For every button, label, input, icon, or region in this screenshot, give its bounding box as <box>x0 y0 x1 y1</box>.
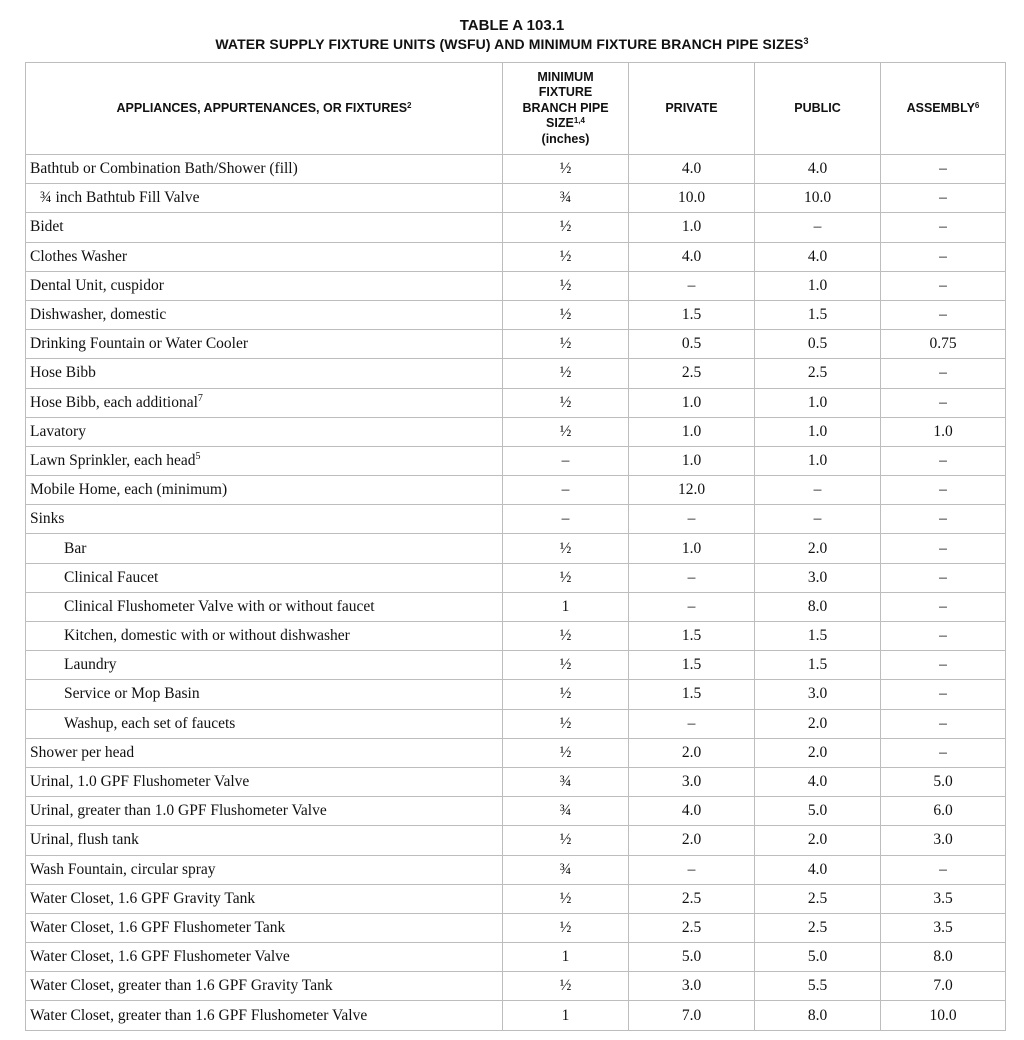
fixture-name-cell <box>26 651 503 680</box>
table-title-footnote: 3 <box>803 36 809 46</box>
assembly-cell: – <box>881 155 1006 184</box>
public-cell: 4.0 <box>755 242 881 271</box>
private-cell: 3.0 <box>629 767 755 796</box>
assembly-cell: – <box>881 242 1006 271</box>
size-cell: ½ <box>503 651 629 680</box>
table-row <box>26 738 1006 767</box>
assembly-cell: – <box>881 505 1006 534</box>
public-cell: 0.5 <box>755 330 881 359</box>
table-row <box>26 563 1006 592</box>
assembly-cell: – <box>881 563 1006 592</box>
public-cell: 1.5 <box>755 651 881 680</box>
assembly-cell: 3.0 <box>881 826 1006 855</box>
header-fixture <box>26 63 503 155</box>
size-cell: – <box>503 446 629 475</box>
fixture-footnote: 7 <box>197 392 203 404</box>
public-cell: 4.0 <box>755 855 881 884</box>
private-cell: 2.0 <box>629 738 755 767</box>
table-row <box>26 330 1006 359</box>
public-cell: 2.5 <box>755 359 881 388</box>
fixture-name-cell <box>26 359 503 388</box>
size-cell: ½ <box>503 330 629 359</box>
table-row <box>26 651 1006 680</box>
private-cell: 1.0 <box>629 446 755 475</box>
size-cell: ½ <box>503 913 629 942</box>
fixture-name-cell <box>26 826 503 855</box>
assembly-cell: 3.5 <box>881 913 1006 942</box>
size-cell: ½ <box>503 359 629 388</box>
assembly-cell: – <box>881 534 1006 563</box>
table-caption <box>0 16 1024 54</box>
public-cell: 8.0 <box>755 1001 881 1030</box>
size-cell: ½ <box>503 738 629 767</box>
fixture-name: Lawn Sprinkler, each head <box>30 451 196 469</box>
fixture-name-cell <box>26 563 503 592</box>
fixture-name-cell <box>26 767 503 796</box>
assembly-cell: – <box>881 184 1006 213</box>
header-pipe-size-footnote: 1,4 <box>573 116 585 126</box>
public-cell: 1.5 <box>755 300 881 329</box>
fixture-name: Wash Fountain, circular spray <box>30 860 216 878</box>
size-cell: ¾ <box>503 797 629 826</box>
header-pipe-size <box>503 63 629 155</box>
fixture-name-cell <box>26 476 503 505</box>
size-cell: – <box>503 505 629 534</box>
table-title <box>0 35 1024 54</box>
assembly-cell: – <box>881 738 1006 767</box>
public-cell: 5.0 <box>755 797 881 826</box>
table-row <box>26 680 1006 709</box>
size-cell: 1 <box>503 1001 629 1030</box>
private-cell: – <box>629 592 755 621</box>
assembly-cell: – <box>881 271 1006 300</box>
header-fixture-label: APPLIANCES, APPURTENANCES, OR FIXTURES <box>116 100 408 115</box>
fixture-name-cell <box>26 592 503 621</box>
table-row <box>26 417 1006 446</box>
table-body <box>26 155 1006 1031</box>
fixture-name-cell <box>26 446 503 475</box>
fixture-name: Clothes Washer <box>30 247 128 265</box>
header-assembly <box>881 63 1006 155</box>
fixture-name: Laundry <box>64 656 117 674</box>
public-cell: 2.0 <box>755 826 881 855</box>
fixture-name-cell <box>26 709 503 738</box>
fixture-name-cell <box>26 213 503 242</box>
fixture-name: Water Closet, 1.6 GPF Gravity Tank <box>30 889 256 907</box>
private-cell: – <box>629 505 755 534</box>
table-row <box>26 300 1006 329</box>
private-cell: 4.0 <box>629 242 755 271</box>
table-row <box>26 184 1006 213</box>
table-row <box>26 505 1006 534</box>
table-row <box>26 826 1006 855</box>
assembly-cell: 6.0 <box>881 797 1006 826</box>
table-number: TABLE A 103.1 <box>459 17 565 34</box>
fixture-footnote: 5 <box>195 450 201 462</box>
assembly-cell: – <box>881 388 1006 417</box>
header-pipe-size-line2: FIXTURE <box>538 85 593 100</box>
assembly-cell: – <box>881 680 1006 709</box>
assembly-cell: – <box>881 300 1006 329</box>
fixture-name: Sinks <box>30 510 65 528</box>
header-pipe-size-line3: BRANCH PIPE <box>522 100 609 115</box>
header-row <box>26 63 1006 155</box>
table-row <box>26 388 1006 417</box>
private-cell: 1.0 <box>629 388 755 417</box>
size-cell: 1 <box>503 943 629 972</box>
fixture-name: Hose Bibb, each additional <box>30 393 198 411</box>
public-cell: 3.0 <box>755 563 881 592</box>
assembly-cell: 3.5 <box>881 884 1006 913</box>
private-cell: 2.5 <box>629 884 755 913</box>
private-cell: 2.0 <box>629 826 755 855</box>
assembly-cell: – <box>881 213 1006 242</box>
fixture-name-cell <box>26 913 503 942</box>
header-assembly-footnote: 6 <box>974 100 980 110</box>
public-cell: 5.0 <box>755 943 881 972</box>
fixture-name-cell <box>26 155 503 184</box>
size-cell: 1 <box>503 592 629 621</box>
public-cell: 8.0 <box>755 592 881 621</box>
fixture-name: Service or Mop Basin <box>64 685 200 703</box>
size-cell: ½ <box>503 534 629 563</box>
fixture-name: Lavatory <box>30 422 86 440</box>
fixture-name-cell <box>26 534 503 563</box>
assembly-cell: 7.0 <box>881 972 1006 1001</box>
fixture-name: Water Closet, 1.6 GPF Flushometer Tank <box>30 918 286 936</box>
size-cell: ½ <box>503 680 629 709</box>
size-cell: ½ <box>503 972 629 1001</box>
table-row <box>26 943 1006 972</box>
table-row <box>26 972 1006 1001</box>
private-cell: 0.5 <box>629 330 755 359</box>
fixture-name: Dishwasher, domestic <box>30 306 167 324</box>
public-cell: 1.0 <box>755 446 881 475</box>
private-cell: 3.0 <box>629 972 755 1001</box>
fixture-name-cell <box>26 680 503 709</box>
fixture-name-cell <box>26 388 503 417</box>
public-cell: 2.5 <box>755 884 881 913</box>
private-cell: – <box>629 709 755 738</box>
private-cell: 4.0 <box>629 797 755 826</box>
public-cell: 4.0 <box>755 767 881 796</box>
public-cell: 3.0 <box>755 680 881 709</box>
fixture-name: Shower per head <box>30 743 135 761</box>
public-cell: – <box>755 213 881 242</box>
private-cell: – <box>629 271 755 300</box>
assembly-cell: 10.0 <box>881 1001 1006 1030</box>
assembly-cell: – <box>881 592 1006 621</box>
header-private <box>629 63 755 155</box>
table-row <box>26 155 1006 184</box>
fixture-name-cell <box>26 417 503 446</box>
private-cell: 2.5 <box>629 359 755 388</box>
fixture-name-cell <box>26 184 503 213</box>
fixture-name: Bidet <box>30 218 64 236</box>
header-pipe-size-line1: MINIMUM <box>537 69 594 84</box>
public-cell: 1.0 <box>755 271 881 300</box>
size-cell: ¾ <box>503 184 629 213</box>
private-cell: 1.0 <box>629 417 755 446</box>
private-cell: 10.0 <box>629 184 755 213</box>
private-cell: 5.0 <box>629 943 755 972</box>
table-row <box>26 1001 1006 1030</box>
public-cell: – <box>755 505 881 534</box>
private-cell: – <box>629 563 755 592</box>
fixture-units-table <box>25 62 1006 1031</box>
fixture-name: ¾ inch Bathtub Fill Valve <box>40 189 200 207</box>
public-cell: 1.0 <box>755 388 881 417</box>
private-cell: 1.5 <box>629 300 755 329</box>
size-cell: ½ <box>503 271 629 300</box>
public-cell: 2.0 <box>755 534 881 563</box>
assembly-cell: – <box>881 476 1006 505</box>
fixture-name-cell <box>26 300 503 329</box>
fixture-name: Water Closet, greater than 1.6 GPF Gravity Tank <box>30 977 333 995</box>
size-cell: ½ <box>503 388 629 417</box>
public-cell: 2.0 <box>755 738 881 767</box>
fixture-name: Clinical Faucet <box>64 568 159 586</box>
size-cell: ½ <box>503 622 629 651</box>
table-row <box>26 913 1006 942</box>
table-row <box>26 476 1006 505</box>
fixture-name: Bar <box>64 539 87 557</box>
size-cell: ½ <box>503 242 629 271</box>
table-row <box>26 534 1006 563</box>
public-cell: 2.5 <box>755 913 881 942</box>
header-public <box>755 63 881 155</box>
header-pipe-size-line5: (inches) <box>541 131 590 146</box>
table-row <box>26 884 1006 913</box>
assembly-cell: – <box>881 651 1006 680</box>
private-cell: 1.5 <box>629 622 755 651</box>
size-cell: ½ <box>503 417 629 446</box>
table-row <box>26 213 1006 242</box>
fixture-name-cell <box>26 242 503 271</box>
size-cell: ½ <box>503 213 629 242</box>
size-cell: ½ <box>503 300 629 329</box>
fixture-name-cell <box>26 797 503 826</box>
assembly-cell: – <box>881 855 1006 884</box>
size-cell: ½ <box>503 563 629 592</box>
size-cell: ¾ <box>503 767 629 796</box>
table-row <box>26 767 1006 796</box>
size-cell: – <box>503 476 629 505</box>
fixture-name: Drinking Fountain or Water Cooler <box>30 335 249 353</box>
assembly-cell: – <box>881 446 1006 475</box>
table-row <box>26 446 1006 475</box>
private-cell: 1.5 <box>629 651 755 680</box>
fixture-name-cell <box>26 855 503 884</box>
assembly-cell: – <box>881 709 1006 738</box>
size-cell: ½ <box>503 826 629 855</box>
table-row <box>26 709 1006 738</box>
fixture-name-cell <box>26 884 503 913</box>
assembly-cell: 8.0 <box>881 943 1006 972</box>
table-row <box>26 797 1006 826</box>
fixture-name-cell <box>26 330 503 359</box>
assembly-cell: – <box>881 359 1006 388</box>
fixture-name: Urinal, greater than 1.0 GPF Flushometer Valve <box>30 802 327 820</box>
private-cell: – <box>629 855 755 884</box>
table-row <box>26 242 1006 271</box>
public-cell: 10.0 <box>755 184 881 213</box>
public-cell: 4.0 <box>755 155 881 184</box>
table-row <box>26 622 1006 651</box>
fixture-name-cell <box>26 1001 503 1030</box>
fixture-name-cell <box>26 622 503 651</box>
header-public-label: PUBLIC <box>794 100 841 115</box>
fixture-name: Dental Unit, cuspidor <box>30 276 164 294</box>
fixture-name-cell <box>26 943 503 972</box>
private-cell: 1.0 <box>629 213 755 242</box>
public-cell: – <box>755 476 881 505</box>
table-row <box>26 271 1006 300</box>
size-cell: ½ <box>503 155 629 184</box>
table-title-text: WATER SUPPLY FIXTURE UNITS (WSFU) AND MINIMUM FIXTURE BRANCH PIPE SIZES <box>215 36 804 52</box>
private-cell: 12.0 <box>629 476 755 505</box>
fixture-name-cell <box>26 505 503 534</box>
fixture-name: Clinical Flushometer Valve with or without faucet <box>64 597 375 615</box>
fixture-name: Urinal, flush tank <box>30 831 139 849</box>
header-assembly-label: ASSEMBLY <box>906 100 975 115</box>
fixture-name: Bathtub or Combination Bath/Shower (fill) <box>30 160 298 178</box>
fixture-name: Urinal, 1.0 GPF Flushometer Valve <box>30 773 250 791</box>
public-cell: 2.0 <box>755 709 881 738</box>
header-fixture-footnote: 2 <box>407 100 412 110</box>
private-cell: 1.5 <box>629 680 755 709</box>
public-cell: 5.5 <box>755 972 881 1001</box>
table-row <box>26 359 1006 388</box>
table-row <box>26 855 1006 884</box>
fixture-name: Hose Bibb <box>30 364 96 382</box>
public-cell: 1.5 <box>755 622 881 651</box>
fixture-name-cell <box>26 738 503 767</box>
size-cell: ¾ <box>503 855 629 884</box>
assembly-cell: – <box>881 622 1006 651</box>
assembly-cell: 0.75 <box>881 330 1006 359</box>
header-private-label: PRIVATE <box>665 100 718 115</box>
fixture-name: Water Closet, greater than 1.6 GPF Flushometer Valve <box>30 1006 368 1024</box>
fixture-name: Mobile Home, each (minimum) <box>30 481 228 499</box>
size-cell: ½ <box>503 709 629 738</box>
fixture-name-cell <box>26 972 503 1001</box>
header-pipe-size-line4: SIZE <box>546 116 574 131</box>
private-cell: 7.0 <box>629 1001 755 1030</box>
fixture-name: Kitchen, domestic with or without dishwasher <box>64 627 350 645</box>
fixture-name: Water Closet, 1.6 GPF Flushometer Valve <box>30 948 290 966</box>
private-cell: 1.0 <box>629 534 755 563</box>
assembly-cell: 5.0 <box>881 767 1006 796</box>
assembly-cell: 1.0 <box>881 417 1006 446</box>
fixture-name: Washup, each set of faucets <box>64 714 236 732</box>
size-cell: ½ <box>503 884 629 913</box>
private-cell: 4.0 <box>629 155 755 184</box>
table-row <box>26 592 1006 621</box>
fixture-name-cell <box>26 271 503 300</box>
private-cell: 2.5 <box>629 913 755 942</box>
public-cell: 1.0 <box>755 417 881 446</box>
